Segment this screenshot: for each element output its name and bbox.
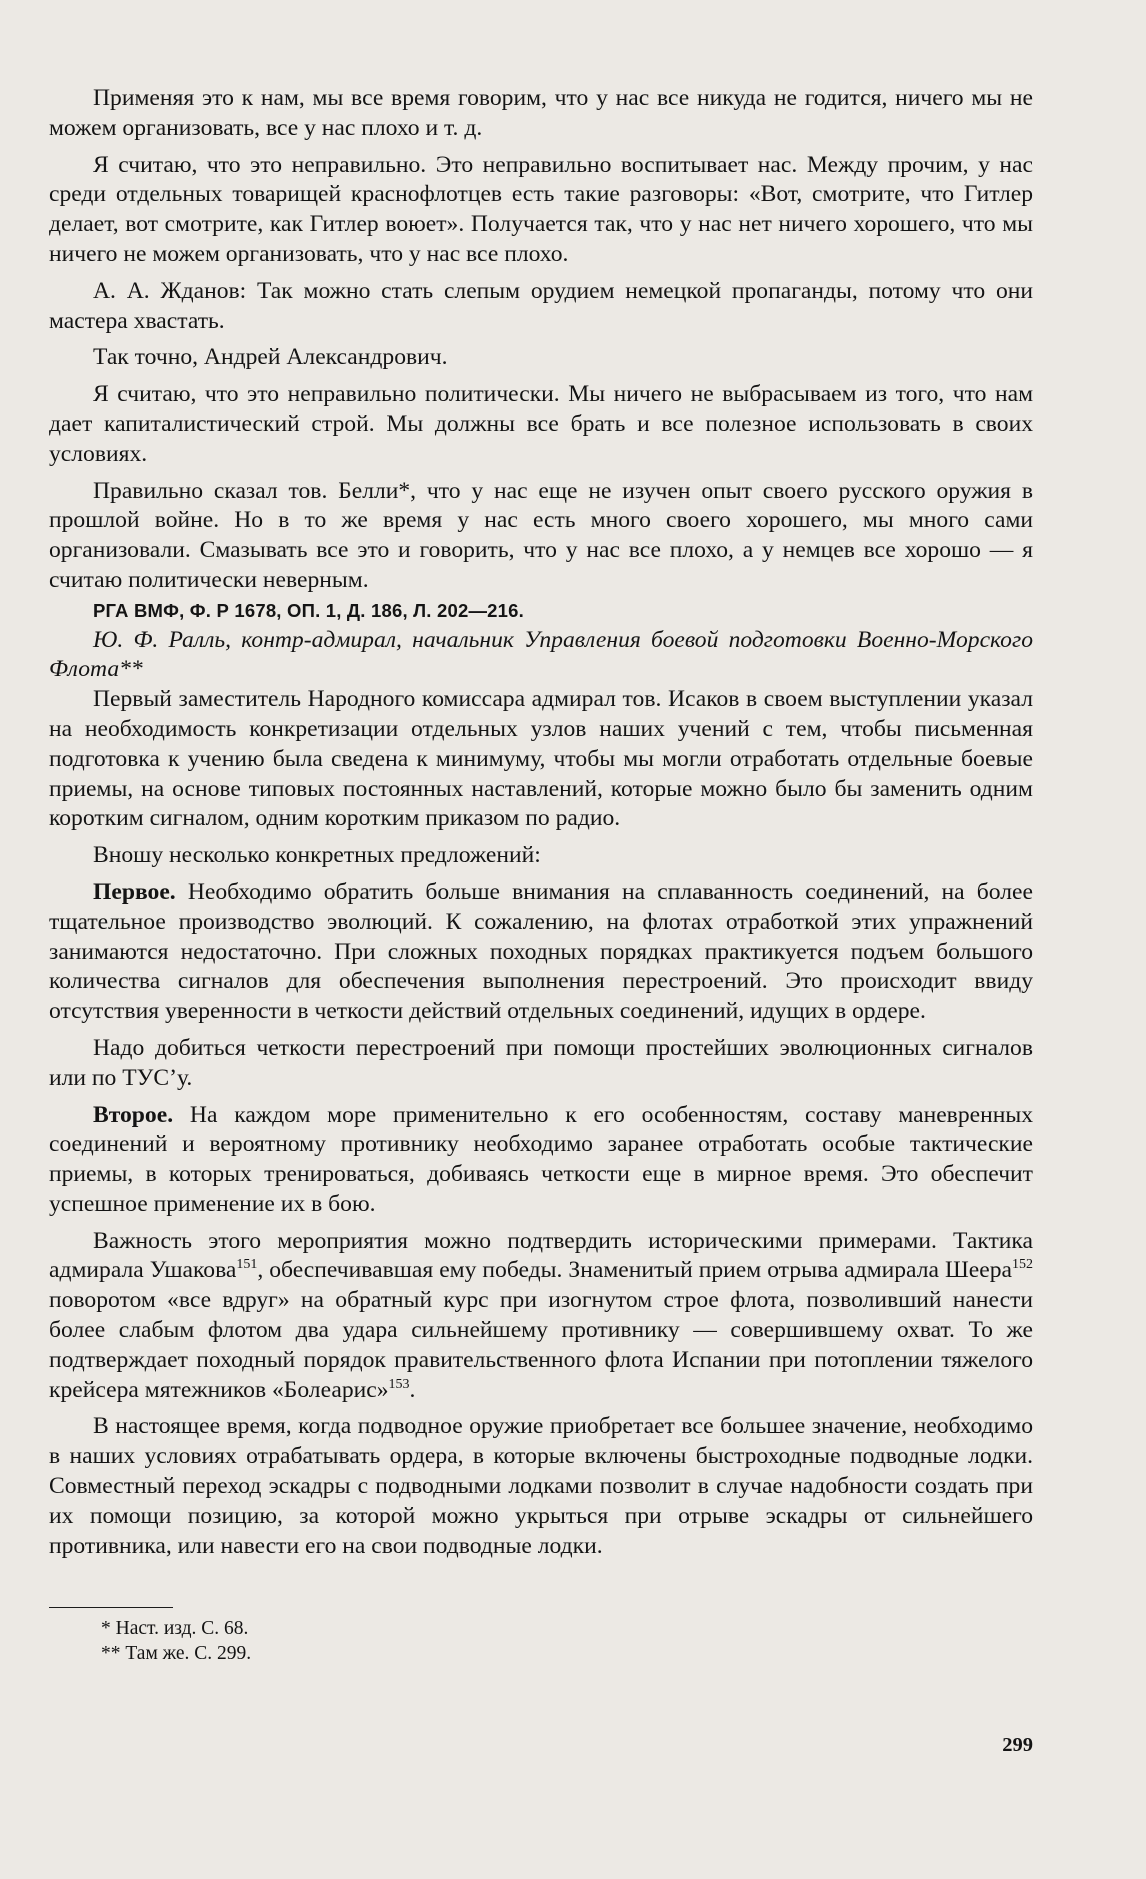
endnote-ref: 152 [1011,1257,1033,1273]
paragraph: Первое. Необходимо обратить больше внимания на сплаванность соединений, на более тщательное производство эволюций. К сожалению, на флотах отработкой этих упражнений занимаются недостаточно. При сложных походных порядках практикуется подъем большого количества сигналов для обеспечения выполнения перестроений. Это происходит ввиду отсутствия уверенности в четкости действий отдельных соединений, идущих в ордере. [49,878,1033,1025]
paragraph: В настоящее время, когда подводное оружие приобретает все большее значение, необходимо в наших условиях отрабатывать ордера, в которые включены быстроходные подводные лодки. Совместный переход эскадры с подводными лодками позволит в случае надобности создать при их помощи позицию, за которой можно укрыться при отрыве эскадры от сильнейшего противника, или навести его на свои подводные лодки. [49,1413,1033,1559]
body-text [49,84,1033,1561]
paragraph: Важность этого мероприятия можно подтвердить историческими примерами. Тактика адмирала Ушакова$^{151}$, обеспечивавшая ему победы. Знаменитый прием отрыва адмирала Шеера$^{152}$ поворотом «все вдруг» на обратный курс при изогнутом строе флота, позволивший нанести более слабым флотом два удара сильнейшему противнику — совершившему охват. То же подтверждает походный порядок правительственного флота Испании при потоплении тяжелого крейсера мятежников «Болеарис»$^{153}$. [49,1227,1033,1403]
paragraph: Правильно сказал тов. Белли*, что у нас еще не изучен опыт своего русского оружия в прошлой войне. Но в то же время у нас есть много своего хорошего, мы много сами организовали. Смазывать все это и говорить, что у нас все плохо, а у немцев все хорошо — я считаю политически неверным. [49,477,1033,593]
paragraph: А. А. Жданов: Так можно стать слепым орудием немецкой пропаганды, потому что они мастера хвастать. [49,277,1033,334]
page-number: 299 [1002,1734,1033,1756]
endnote-ref: 153 [388,1376,410,1392]
speaker-heading: Ю. Ф. Ралль, контр-адмирал, начальник Управления боевой подготовки Военно-Морского Флота** [49,626,1033,683]
paragraph: Я считаю, что это неправильно политически. Мы ничего не выбрасываем из того, что нам дает капиталистический строй. Мы должны все брать и все полезное использовать в своих условиях. [49,381,1033,467]
point-label: Второе. [93,1101,174,1128]
paragraph: Второе. На каждом море применительно к его особенностям, составу маневренных соединений и вероятному противнику необходимо заранее отработать особые тактические приемы, в которых тренироваться, добиваясь четкости еще в мирное время. Это обеспечит успешное применение их в бою. [49,1101,1033,1217]
point-label: Первое. [93,878,176,905]
footnote-divider [49,1607,173,1608]
paragraph: Первый заместитель Народного комиссара адмирал тов. Исаков в своем выступлении указал на необходимость конкретизации отдельных узлов наших учений с тем, чтобы письменная подготовка к учению была сведена к минимуму, чтобы мы могли отработать отдельные боевые приемы, на основе типовых постоянных наставлений, которые можно было бы заменить одним коротким сигналом, одним коротким приказом по радио. [49,686,1033,832]
footnote: ** Там же. С. 299. [101,1643,252,1665]
footnote-marker: * [398,477,411,504]
footnote: * Наст. изд. С. 68. [101,1618,249,1640]
paragraph: Я считаю, что это неправильно. Это неправильно воспитывает нас. Между прочим, у нас среди отдельных товарищей краснофлотцев есть такие разговоры: «Вот, смотрите, что Гитлер делает, вот смотрите, как Гитлер воюет». Получается так, что у нас нет ничего хорошего, что мы ничего не можем организовать, что у нас все плохо. [49,151,1033,267]
footnote-marker: ** [119,656,143,683]
endnote-ref: 151 [236,1257,258,1273]
paragraph: Применяя это к нам, мы все время говорим, что у нас все никуда не годится, ничего мы не можем организовать, все у нас плохо и т. д. [49,85,1033,141]
paragraph: Вношу несколько конкретных предложений: [93,842,541,869]
paragraph: Так точно, Андрей Александрович. [93,344,448,371]
paragraph: Надо добиться четкости перестроений при помощи простейших эволюционных сигналов или по ТУС’у. [49,1034,1033,1091]
archive-reference: РГА ВМФ, Ф. Р 1678, ОП. 1, Д. 186, Л. 202—216. [93,599,524,621]
